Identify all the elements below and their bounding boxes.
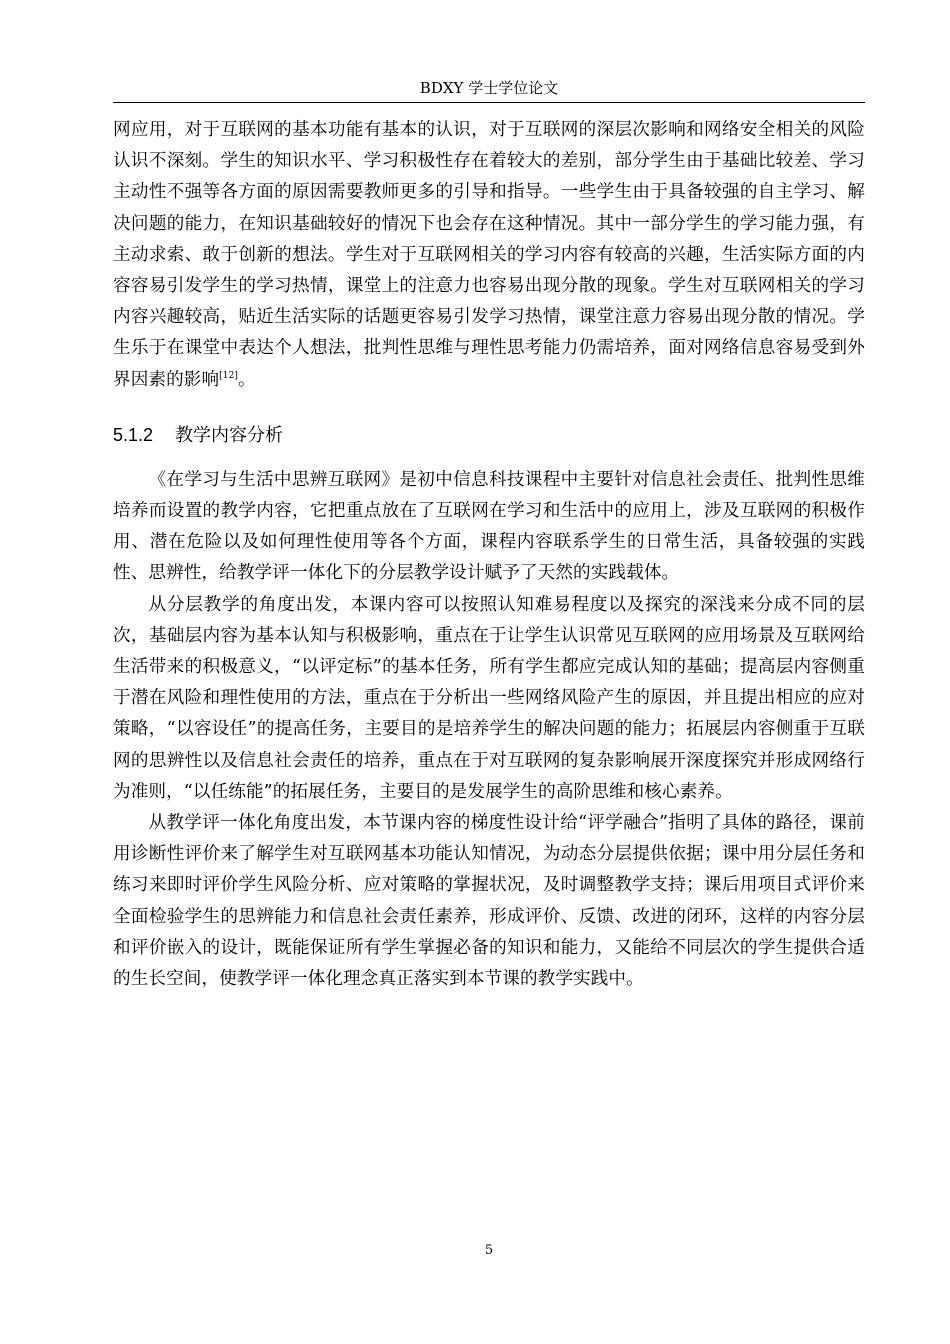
section-heading xyxy=(113,420,865,451)
citation-marker: [12] xyxy=(219,370,239,381)
body-paragraph-2: 从分层教学的角度出发，本课内容可以按照认知难易程度以及探究的深浅来分成不同的层次，基础层内容为基本认知与积极影响，重点在于让学生认识常见互联网的应用场景及互联网给生活带来的积极意义，“以评定标”的基本任务，所有学生都应完成认知的基础；提高层内容侧重于潜在风险和理性使用的方法，重点在于分析出一些网络风险产生的原因，并且提出相应的应对策略，“以容设任”的提高任务，主要目的是培养学生的解决问题的能力；拓展层内容侧重于互联网的思辨性以及信息社会责任的培养，重点在于对互联网的复杂影响展开深度探究并形成网络行为准则，“以任练能”的拓展任务，主要目的是发展学生的高阶思维和核心素养。 xyxy=(113,594,865,802)
body-paragraph-3: 从教学评一体化角度出发，本节课内容的梯度性设计给“评学融合”指明了具体的路径，课前用诊断性评价来了解学生对互联网基本功能认知情况，为动态分层提供依据；课中用分层任务和练习来即时评价学生风险分析、应对策略的掌握状况，及时调整教学支持；课后用项目式评价来全面检验学生的思辨能力和信息社会责任素养，形成评价、反馈、改进的闭环，这样的内容分层和评价嵌入的设计，既能保证所有学生掌握必备的知识和能力，又能给不同层次的学生提供合适的生长空间，使教学评一体化理念真正落实到本节课的教学实践中。 xyxy=(113,813,865,990)
section-title: 教学内容分析 xyxy=(175,424,283,446)
body-paragraph-1: 《在学习与生活中思辨互联网》是初中信息科技课程中主要针对信息社会责任、批判性思维培养而设置的教学内容，它把重点放在了互联网在学习和生活中的应用上，涉及互联网的积极作用、潜在危险以及如何理性使用等各个方面，课程内容联系学生的日常生活，具备较强的实践性、思辨性，给教学评一体化下的分层教学设计赋予了天然的实践载体。 xyxy=(113,469,865,584)
page-body xyxy=(113,115,865,995)
page-number: 5 xyxy=(484,1243,494,1258)
section-number: 5.1.2 xyxy=(113,424,154,445)
intro-paragraph-end: 。 xyxy=(238,369,256,390)
intro-paragraph xyxy=(113,115,865,396)
intro-paragraph-text: 网应用，对于互联网的基本功能有基本的认识，对于互联网的深层次影响和网络安全相关的风险认识不深刻。学生的知识水平、学习积极性存在着较大的差别，部分学生由于基础比较差、学习主动性不强等各方面的原因需要教师更多的引导和指导。一些学生由于具备较强的自主学习、解决问题的能力，在知识基础较好的情况下也会存在这种情况。其中一部分学生的学习能力强，有主动求索、敢于创新的想法。学生对于互联网相关的学习内容有较高的兴趣，生活实际方面的内容容易引发学生的学习热情，课堂上的注意力也容易出现分散的现象。学生对互联网相关的学习内容兴趣较高，贴近生活实际的话题更容易引发学习热情，课堂注意力容易出现分散的情况。学生乐于在课堂中表达个人想法，批判性思维与理性思考能力仍需培养，面对网络信息容易受到外界因素的影响 xyxy=(113,120,865,390)
header-rule xyxy=(113,102,865,103)
page-header: BDXY 学士学位论文 xyxy=(419,79,559,97)
